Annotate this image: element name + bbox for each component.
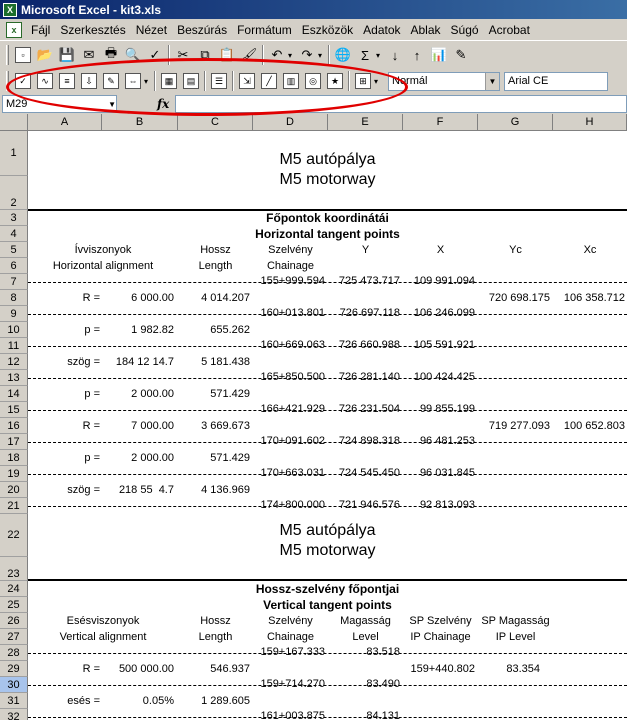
custom-toolbar: ✓ ∿ ≡ ⇩ ✎ ⇔ ▾ ▦ ▤ ☰ ⇲ ╱ ▥ ◎ ★ ⊞ ▾ Normál ▼ Arial CE — [0, 68, 627, 94]
paste-icon[interactable]: 📋 — [218, 47, 236, 62]
header-iplevel-hu: SP Magasság — [481, 615, 550, 627]
row-header-23[interactable]: 23 — [0, 557, 28, 581]
drawing-icon[interactable]: ✎ — [455, 47, 467, 62]
cell-b16[interactable]: 7 000.00 — [131, 420, 174, 432]
row-header-3[interactable]: 3 — [0, 210, 28, 226]
cell-d7[interactable]: 155+999.594 — [260, 275, 325, 287]
header-height-en: Level — [352, 631, 379, 643]
cell-a31[interactable]: esés = — [67, 695, 100, 707]
row-header-30[interactable]: 30 — [0, 677, 28, 693]
column-header-f[interactable]: F — [403, 114, 478, 131]
row-header-2[interactable]: 2 — [0, 176, 28, 210]
menu-file[interactable]: Fájl — [31, 22, 51, 37]
cell-b18[interactable]: 2 000.00 — [131, 452, 174, 464]
row-header-31[interactable]: 31 — [0, 693, 28, 709]
cell-c10[interactable]: 655.262 — [210, 324, 250, 336]
cell-b10[interactable]: 1 982.82 — [131, 324, 174, 336]
tool-edit-icon[interactable]: ✎ — [100, 70, 122, 92]
row-header-8[interactable]: 8 — [0, 290, 28, 306]
cell-c31[interactable]: 1 289.605 — [201, 695, 250, 707]
tool-grid-icon[interactable]: ▤ — [180, 70, 202, 92]
cell-a14[interactable]: p = — [84, 388, 100, 400]
section1-title-hu: Főpontok koordinátái — [266, 211, 389, 225]
row-header-18[interactable]: 18 — [0, 450, 28, 466]
cell-f9[interactable]: 106 246.099 — [413, 307, 475, 319]
section-divider — [28, 579, 627, 581]
header-vlength-en: Length — [198, 631, 233, 643]
cell-a20[interactable]: szög = — [67, 484, 100, 496]
tool-document-icon[interactable]: ≡ — [56, 70, 78, 92]
cell-a10[interactable]: p = — [84, 324, 100, 336]
column-header-h[interactable]: H — [553, 114, 627, 131]
header-chainage-hu: Szelvény — [268, 244, 313, 256]
header-vchainage-en: Chainage — [266, 631, 315, 643]
row-header-5[interactable]: 5 — [0, 242, 28, 258]
row-header-19[interactable]: 19 — [0, 466, 28, 482]
row-header-16[interactable]: 16 — [0, 418, 28, 434]
header-ipchainage-hu: SP Szelvény — [409, 615, 472, 627]
cell-b31[interactable]: 0.05% — [142, 695, 174, 707]
header-y: Y — [361, 244, 370, 256]
header-length-hu: Hossz — [200, 244, 231, 256]
permission-icon[interactable]: ✉ — [83, 47, 95, 62]
hyperlink-icon[interactable]: 🌐 — [334, 47, 352, 62]
tool-list-icon[interactable]: ☰ — [208, 70, 230, 92]
cell-c8[interactable]: 4 014.207 — [201, 292, 250, 304]
formula-input[interactable] — [175, 95, 627, 113]
column-header-e[interactable]: E — [328, 114, 403, 131]
cell-e30[interactable]: 83.490 — [366, 678, 400, 690]
cell-f17[interactable]: 96 481.253 — [419, 435, 475, 447]
row-header-4[interactable]: 4 — [0, 226, 28, 242]
tool-checklist-icon[interactable]: ✓ — [12, 70, 34, 92]
toolbar-grip[interactable] — [6, 45, 9, 65]
sheet-title-hu: M5 autópálya — [279, 151, 376, 168]
cell-e13[interactable]: 726 281.140 — [338, 371, 400, 383]
menu-bar — [0, 19, 627, 41]
row-header-10[interactable]: 10 — [0, 322, 28, 338]
header-iplevel-en: IP Level — [495, 631, 536, 643]
cell-b8[interactable]: 6 000.00 — [131, 292, 174, 304]
print-preview-icon[interactable]: 🔍 — [124, 47, 142, 62]
row-header-6[interactable]: 6 — [0, 258, 28, 274]
row-header-1[interactable]: 1 — [0, 131, 28, 176]
sheet-title-en: M5 motorway — [279, 171, 376, 188]
row-header-11[interactable]: 11 — [0, 338, 28, 354]
cell-e9[interactable]: 726 697.118 — [339, 307, 400, 319]
cell-g29[interactable]: 83.354 — [506, 663, 540, 675]
cell-d9[interactable]: 160+013.801 — [260, 307, 325, 319]
cell-c20[interactable]: 4 136.969 — [201, 484, 250, 496]
cell-e32[interactable]: 84.131 — [366, 710, 400, 720]
header-alignment-hu: Ívviszonyok — [74, 244, 132, 256]
sheet-title2-en: M5 motorway — [279, 542, 376, 559]
row-header-7[interactable]: 7 — [0, 274, 28, 290]
menu-help[interactable]: Súgó — [450, 22, 479, 37]
section1-title-en: Horizontal tangent points — [255, 227, 400, 241]
row-header-14[interactable]: 14 — [0, 386, 28, 402]
cell-d32[interactable]: 161+003.875 — [260, 710, 325, 720]
autosum-icon[interactable]: Σ — [360, 47, 370, 63]
sort-ascending-icon[interactable]: ↓ — [391, 47, 399, 63]
cell-b12[interactable]: 184 12 14.7 — [115, 356, 174, 368]
cell-f19[interactable]: 96 031.845 — [419, 467, 475, 479]
cell-c12[interactable]: 5 181.438 — [201, 356, 250, 368]
formula-bar — [0, 94, 627, 114]
cell-e15[interactable]: 726 231.504 — [338, 403, 400, 415]
cell-e28[interactable]: 83.518 — [366, 646, 400, 658]
cell-f29[interactable]: 159+440.802 — [410, 663, 475, 675]
row-header-20[interactable]: 20 — [0, 482, 28, 498]
cell-d17[interactable]: 170+091.602 — [260, 435, 325, 447]
section2-title-hu: Hossz-szelvény főpontjai — [255, 582, 400, 596]
row-header-17[interactable]: 17 — [0, 434, 28, 450]
cell-a8[interactable]: R = — [82, 292, 100, 304]
document-icon[interactable]: x — [6, 22, 22, 38]
cell-b20[interactable]: 218 55 4.7 — [118, 484, 174, 496]
fx-icon[interactable]: fx — [157, 97, 170, 111]
menu-acrobat[interactable]: Acrobat — [488, 22, 530, 37]
row-header-21[interactable]: 21 — [0, 498, 28, 514]
cell-b14[interactable]: 2 000.00 — [131, 388, 174, 400]
style-select[interactable]: Normál ▼ — [388, 72, 500, 91]
cell-c18[interactable]: 571.429 — [210, 452, 250, 464]
select-all-corner[interactable] — [0, 114, 28, 131]
cell-h16[interactable]: 100 652.803 — [563, 420, 625, 432]
tool-target-icon[interactable]: ◎ — [302, 70, 324, 92]
cell-a29[interactable]: R = — [82, 663, 100, 675]
cell-e21[interactable]: 721 946.576 — [338, 499, 400, 511]
title-bar — [0, 0, 627, 19]
sort-descending-icon[interactable]: ↑ — [413, 47, 421, 63]
cell-d28[interactable]: 159+167.333 — [260, 646, 325, 658]
tool-table-icon[interactable]: ▦ — [158, 70, 180, 92]
cell-f13[interactable]: 100 424.425 — [413, 371, 475, 383]
header-x: X — [436, 244, 445, 256]
spreadsheet-grid[interactable] — [0, 114, 627, 720]
cell-e7[interactable]: 725 473.717 — [338, 275, 400, 287]
cell-g8[interactable]: 720 698.175 — [488, 292, 550, 304]
tool-resize-icon[interactable]: ⇔ — [122, 70, 144, 92]
excel-app-icon: X — [3, 3, 17, 17]
row-header-26[interactable]: 26 — [0, 613, 28, 629]
header-vchainage-hu: Szelvény — [268, 615, 313, 627]
tool-curve-icon[interactable]: ∿ — [34, 70, 56, 92]
toolbar-grip[interactable] — [6, 71, 9, 91]
menu-insert[interactable]: Beszúrás — [177, 22, 228, 37]
menu-edit[interactable]: Szerkesztés — [60, 22, 126, 37]
copy-icon[interactable]: ⧉ — [200, 47, 210, 62]
menu-data[interactable]: Adatok — [363, 22, 401, 37]
row-header-28[interactable]: 28 — [0, 645, 28, 661]
row-header-15[interactable]: 15 — [0, 402, 28, 418]
save-icon[interactable]: 💾 — [58, 47, 76, 62]
row-header-13[interactable]: 13 — [0, 370, 28, 386]
row-header-12[interactable]: 12 — [0, 354, 28, 370]
menu-tools[interactable]: Eszközök — [301, 22, 354, 37]
cell-d15[interactable]: 166+421.929 — [260, 403, 325, 415]
header-chainage-en: Chainage — [266, 260, 315, 272]
cell-c14[interactable]: 571.429 — [210, 388, 250, 400]
header-yc: Yc — [509, 244, 522, 256]
cell-a16[interactable]: R = — [82, 420, 100, 432]
name-box[interactable]: M29 ▼ — [2, 95, 117, 113]
open-icon[interactable]: 📂 — [36, 47, 54, 62]
column-header-c[interactable]: C — [178, 114, 253, 131]
cell-a18[interactable]: p = — [84, 452, 100, 464]
spelling-icon[interactable]: ✓ — [149, 47, 161, 62]
redo-icon[interactable]: ↷ — [301, 47, 313, 62]
cell-h8[interactable]: 106 358.712 — [563, 292, 625, 304]
row-header-9[interactable]: 9 — [0, 306, 28, 322]
header-xc: Xc — [583, 244, 597, 256]
row-header-25[interactable]: 25 — [0, 597, 28, 613]
header-alignment-en: Horizontal alignment — [52, 260, 154, 272]
menu-view[interactable]: Nézet — [135, 22, 168, 37]
column-header-g[interactable]: G — [478, 114, 553, 131]
menu-window[interactable]: Ablak — [410, 22, 441, 37]
column-header-a[interactable]: A — [28, 114, 102, 131]
cell-g16[interactable]: 719 277.093 — [488, 420, 550, 432]
new-icon[interactable]: ▫ — [12, 44, 34, 66]
column-header-d[interactable]: D — [253, 114, 328, 131]
cell-c16[interactable]: 3 669.673 — [201, 420, 250, 432]
cell-d19[interactable]: 170+663.031 — [260, 467, 325, 479]
header-length-en: Length — [198, 260, 233, 272]
cell-d11[interactable]: 160+669.063 — [260, 339, 325, 351]
cell-e11[interactable]: 726 660.988 — [338, 339, 400, 351]
sheet-title2-hu: M5 autópálya — [279, 522, 376, 539]
window-title: Microsoft Excel - kit3.xls — [21, 2, 162, 17]
cell-d30[interactable]: 159+714.270 — [260, 678, 325, 690]
column-header-b[interactable]: B — [102, 114, 178, 131]
chevron-down-icon[interactable]: ▼ — [485, 73, 499, 90]
section2-title-en: Vertical tangent points — [263, 598, 392, 612]
menu-format[interactable]: Formátum — [237, 22, 292, 37]
cell-d13[interactable]: 165+850.500 — [260, 371, 325, 383]
cell-f21[interactable]: 92 813.093 — [419, 499, 475, 511]
row-header-22[interactable]: 22 — [0, 514, 28, 557]
tool-line-icon[interactable]: ╱ — [258, 70, 280, 92]
row-header-29[interactable]: 29 — [0, 661, 28, 677]
cell-f7[interactable]: 109 991.094 — [413, 275, 475, 287]
header-valignment-hu: Esésviszonyok — [66, 615, 140, 627]
cell-e17[interactable]: 724 898.318 — [338, 435, 400, 447]
tool-import-icon[interactable]: ⇲ — [236, 70, 258, 92]
cell-e19[interactable]: 724 545.450 — [338, 467, 400, 479]
tool-arrow-down-icon[interactable]: ⇩ — [78, 70, 100, 92]
chart-wizard-icon[interactable]: 📊 — [430, 47, 448, 62]
cell-a12[interactable]: szög = — [67, 356, 100, 368]
header-height-hu: Magasság — [340, 615, 391, 627]
font-select[interactable]: Arial CE — [504, 72, 608, 91]
row-header-24[interactable]: 24 — [0, 581, 28, 597]
undo-icon[interactable]: ↶ — [271, 47, 283, 62]
cell-f11[interactable]: 105 591.921 — [413, 339, 475, 351]
header-valignment-en: Vertical alignment — [59, 631, 147, 643]
header-vlength-hu: Hossz — [200, 615, 231, 627]
tool-highlight-icon[interactable]: ★ — [324, 70, 346, 92]
format-painter-icon[interactable]: 🖌 — [240, 47, 258, 62]
chevron-down-icon[interactable]: ▼ — [108, 99, 116, 109]
header-ipchainage-en: IP Chainage — [410, 631, 471, 643]
row-header-32[interactable]: 32 — [0, 709, 28, 720]
cell-d21[interactable]: 174+800.000 — [260, 499, 325, 511]
cell-f15[interactable]: 99 855.199 — [419, 403, 475, 415]
tool-window-icon[interactable]: ⊞ — [352, 70, 374, 92]
cell-c29[interactable]: 546.937 — [210, 663, 250, 675]
print-icon[interactable]: 🖶 — [104, 45, 118, 60]
standard-toolbar: ▫ 📂 💾 ✉ 🖶 🔍 ✓ ✂ ⧉ 📋 🖌 ↶ ▾ ↷ ▾ 🌐 Σ ▾ ↓ ↑ 📊 ✎ — [0, 42, 627, 68]
cell-b29[interactable]: 500 000.00 — [118, 663, 174, 675]
tool-chart-icon[interactable]: ▥ — [280, 70, 302, 92]
cut-icon[interactable]: ✂ — [177, 47, 189, 62]
row-header-27[interactable]: 27 — [0, 629, 28, 645]
